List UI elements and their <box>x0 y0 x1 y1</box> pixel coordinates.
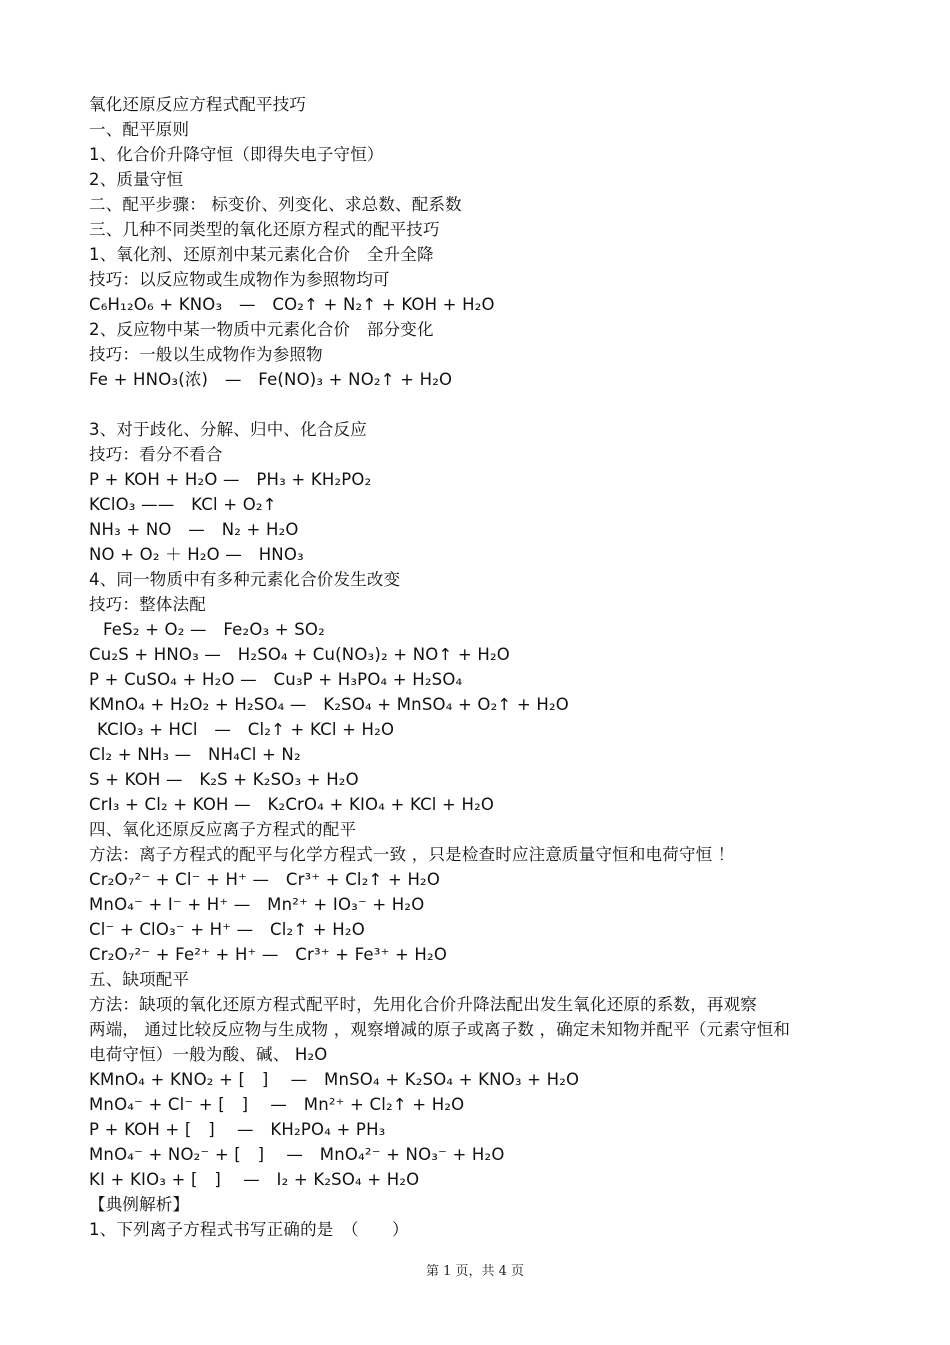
equation-line: NH₃ + NO — N₂ + H₂O <box>89 520 299 539</box>
equation-line: KI + KIO₃ + [ ] — I₂ + K₂SO₄ + H₂O <box>89 1170 420 1189</box>
equation-line: Cu₂S + HNO₃ — H₂SO₄ + Cu(NO₃)₂ + NO↑ + H₂O <box>89 645 510 664</box>
document-body <box>89 92 869 1242</box>
equation-line: NO + O₂ ＋ H₂O — HNO₃ <box>89 545 304 564</box>
text-line: 技巧：看分不看合 <box>89 445 223 464</box>
equation-line: P + CuSO₄ + H₂O — Cu₃P + H₃PO₄ + H₂SO₄ <box>89 670 463 689</box>
equation-line: P + KOH + [ ] — KH₂PO₄ + PH₃ <box>89 1120 386 1139</box>
text-line: 两端， 通过比较反应物与生成物 ，观察增减的原子或离子数 ，确定未知物并配平（元素守恒和 <box>89 1020 791 1039</box>
section-heading: 三、几种不同类型的氧化还原方程式的配平技巧 <box>89 220 440 239</box>
equation-line: Cl₂ + NH₃ — NH₄Cl + N₂ <box>89 745 301 764</box>
equation-line: MnO₄⁻ + NO₂⁻ + [ ] — MnO₄²⁻ + NO₃⁻ + H₂O <box>89 1145 505 1164</box>
text-line: 3、对于歧化、分解、归中、化合反应 <box>89 420 367 439</box>
text-line: 2、反应物中某一物质中元素化合价 部分变化 <box>89 320 434 339</box>
text-line: 方法：缺项的氧化还原方程式配平时，先用化合价升降法配出发生氧化还原的系数，再观察 <box>89 995 757 1014</box>
section-heading: 二、配平步骤： 标变价、列变化、求总数、配系数 <box>89 195 462 214</box>
equation-line: Cr₂O₇²⁻ + Cl⁻ + H⁺ — Cr³⁺ + Cl₂↑ + H₂O <box>89 870 441 889</box>
doc-title: 氧化还原反应方程式配平技巧 <box>89 95 307 114</box>
section-heading: 五、缺项配平 <box>89 970 190 989</box>
equation-line: Fe + HNO₃(浓) — Fe(NO)₃ + NO₂↑ + H₂O <box>89 370 453 389</box>
equation-line: KClO₃ + HCl — Cl₂↑ + KCl + H₂O <box>97 720 395 739</box>
equation-line: FeS₂ + O₂ — Fe₂O₃ + SO₂ <box>103 620 325 639</box>
text-line: 4、同一物质中有多种元素化合价发生改变 <box>89 570 401 589</box>
equation-line: Cl⁻ + ClO₃⁻ + H⁺ — Cl₂↑ + H₂O <box>89 920 365 939</box>
equation-line: KMnO₄ + KNO₂ + [ ] — MnSO₄ + K₂SO₄ + KNO₃ + H₂O <box>89 1070 580 1089</box>
equation-line: KClO₃ —— KCl + O₂↑ <box>89 495 277 514</box>
section-heading: 【典例解析】 <box>89 1195 190 1214</box>
equation-line: C₆H₁₂O₆ + KNO₃ — CO₂↑ + N₂↑ + KOH + H₂O <box>89 295 495 314</box>
text-line: 电荷守恒）一般为酸、碱、 H₂O <box>89 1045 328 1064</box>
equation-line: MnO₄⁻ + I⁻ + H⁺ — Mn²⁺ + IO₃⁻ + H₂O <box>89 895 425 914</box>
text-line: 方法：离子方程式的配平与化学方程式一致 ，只是检查时应注意质量守恒和电荷守恒 ！ <box>89 845 735 864</box>
blank-line <box>89 392 869 417</box>
text-line: 1、氧化剂、还原剂中某元素化合价 全升全降 <box>89 245 434 264</box>
equation-line: MnO₄⁻ + Cl⁻ + [ ] — Mn²⁺ + Cl₂↑ + H₂O <box>89 1095 465 1114</box>
page-footer: 第 1 页，共 4 页 <box>425 1264 525 1279</box>
equation-line: CrI₃ + Cl₂ + KOH — K₂CrO₄ + KIO₄ + KCl + H₂O <box>89 795 495 814</box>
equation-line: KMnO₄ + H₂O₂ + H₂SO₄ — K₂SO₄ + MnSO₄ + O₂↑ + H₂O <box>89 695 569 714</box>
equation-line: P + KOH + H₂O — PH₃ + KH₂PO₂ <box>89 470 372 489</box>
section-heading: 一、配平原则 <box>89 120 190 139</box>
text-line: 技巧：整体法配 <box>89 595 206 614</box>
text-line: 2、质量守恒 <box>89 170 184 189</box>
equation-line: Cr₂O₇²⁻ + Fe²⁺ + H⁺ — Cr³⁺ + Fe³⁺ + H₂O <box>89 945 448 964</box>
text-line: 技巧：一般以生成物作为参照物 <box>89 345 323 364</box>
text-line: 1、化合价升降守恒（即得失电子守恒） <box>89 145 384 164</box>
text-line: 技巧：以反应物或生成物作为参照物均可 <box>89 270 390 289</box>
section-heading: 四、氧化还原反应离子方程式的配平 <box>89 820 357 839</box>
question-line: 1、下列离子方程式书写正确的是 （ ） <box>89 1220 409 1239</box>
equation-line: S + KOH — K₂S + K₂SO₃ + H₂O <box>89 770 359 789</box>
